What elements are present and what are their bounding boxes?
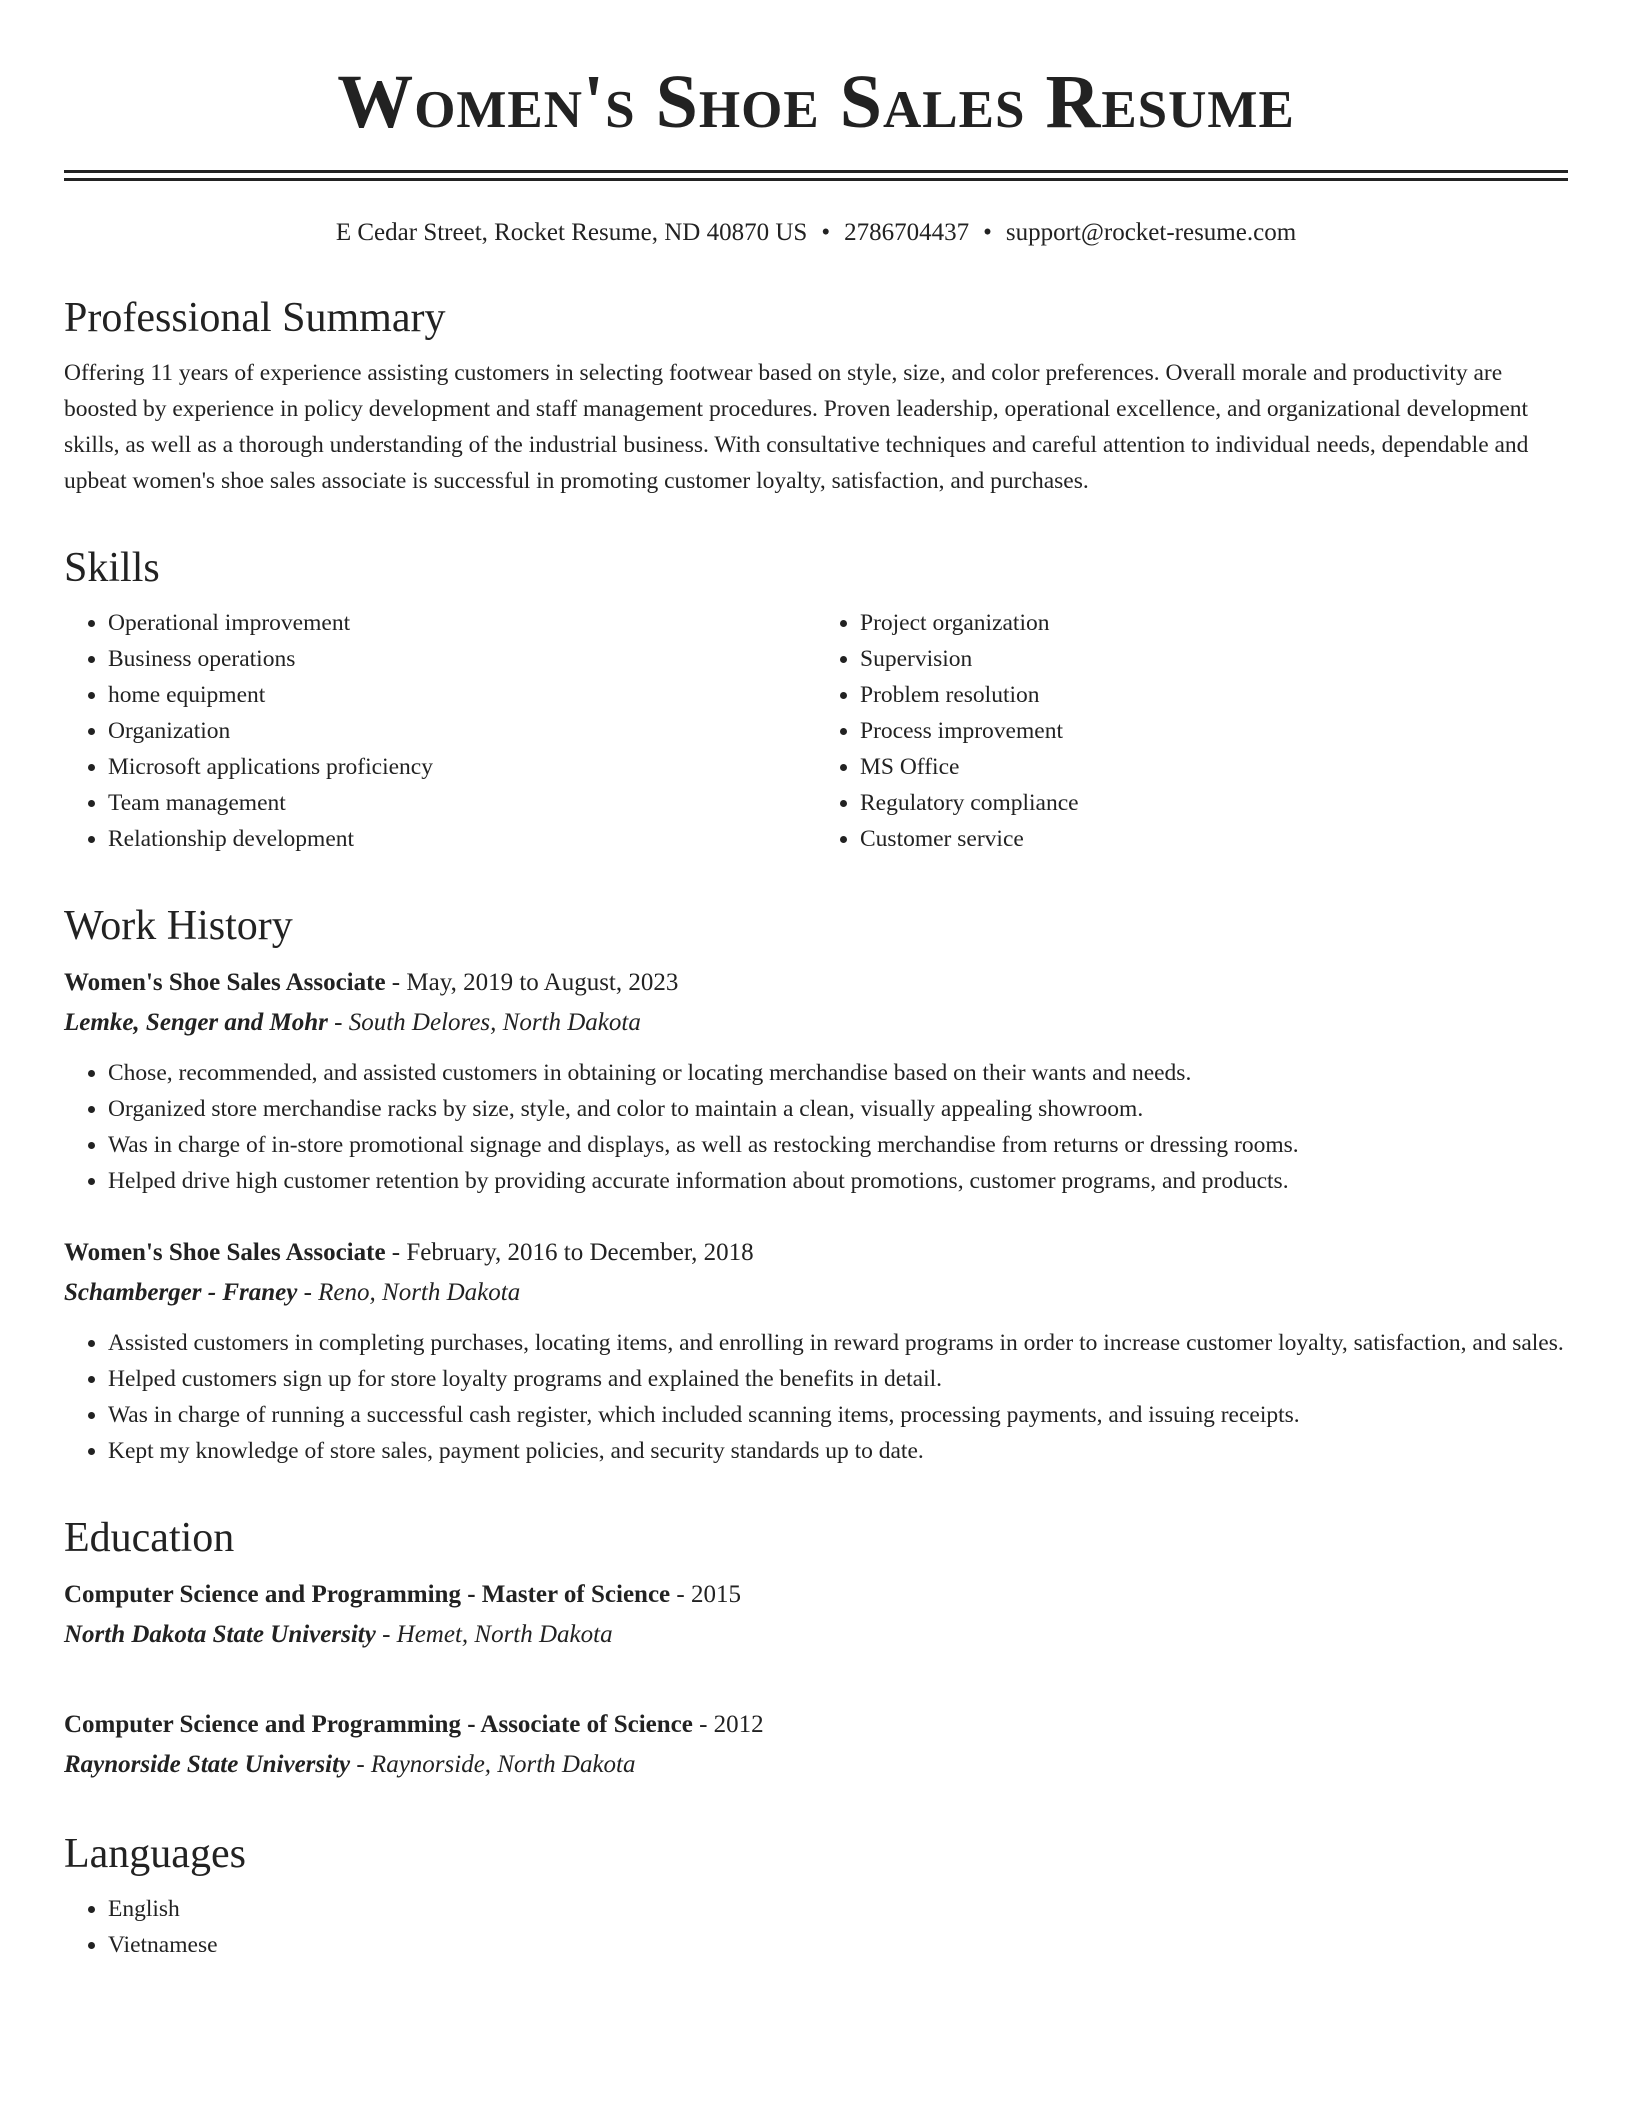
contact-separator: • [821,219,831,246]
job-company: Schamberger - Franey [64,1279,298,1306]
school-location: - Raynorside, North Dakota [350,1751,636,1778]
title-double-rule [64,170,1568,181]
language-item: • Vietnamese [108,1927,1568,1963]
contact-separator: • [983,219,992,246]
job-bullet: • Helped drive high customer retention by providing accurate information about promotions, customer programs, and products. [108,1163,1568,1199]
job-bullets [64,1325,1568,1469]
entry-spacer [64,1667,1568,1697]
degree-name: Computer Science and Programming - Associate of Science [64,1711,693,1738]
skill-item: • home equipment [108,677,816,713]
degree-name: Computer Science and Programming - Master of Science [64,1581,671,1608]
skill-item: • Customer service [860,821,1568,857]
resume-title: Women's Shoe Sales Resume [337,60,1295,144]
school-location: - Hemet, North Dakota [375,1621,613,1648]
work-entry [64,963,1568,1199]
job-bullet: • Kept my knowledge of store sales, payment policies, and security standards up to date. [108,1433,1568,1469]
school-line [64,1745,1568,1785]
contact-line [64,217,1568,249]
contact-phone: 2786704437 [844,219,970,246]
job-bullet: • Chose, recommended, and assisted customers in obtaining or locating merchandise based on their wants and needs. [108,1055,1568,1091]
job-bullet: • Was in charge of in-store promotional signage and displays, as well as restocking merchandise from returns or dressing rooms. [108,1127,1568,1163]
skill-item: • Problem resolution [860,677,1568,713]
work-entry [64,1233,1568,1469]
job-bullet: • Helped customers sign up for store loyalty programs and explained the benefits in detail. [108,1361,1568,1397]
degree-year: - 2015 [670,1581,741,1608]
skill-item: • Regulatory compliance [860,785,1568,821]
job-title-line [64,963,1568,1003]
skills-list-right [816,605,1568,857]
school-name: Raynorside State University [64,1751,351,1778]
education-entry [64,1705,1568,1785]
job-location: - Reno, North Dakota [297,1279,521,1306]
skill-item: • Microsoft applications proficiency [108,749,816,785]
school-line [64,1615,1568,1655]
skill-item: • Organization [108,713,816,749]
skills-list-left [64,605,816,857]
skill-item: • Team management [108,785,816,821]
languages-list [64,1891,1568,1963]
summary-text: Offering 11 years of experience assisting customers in selecting footwear based on style, size, and color preferences. Overall morale and productivity are boosted by experience in policy development and staff management procedures. Proven leadership, operational excellence, and organizational development skills, as well as a thorough understanding of the industrial business. With consultative techniques and careful attention to individual needs, dependable and upbeat women's shoe sales associate is successful in promoting customer loyalty, satisfaction, and purchases. [64,360,1529,494]
job-location: - South Delores, North Dakota [327,1009,641,1036]
language-item: • English [108,1891,1568,1927]
skill-item: • Relationship development [108,821,816,857]
education-entry [64,1575,1568,1655]
job-company: Lemke, Senger and Mohr [64,1009,328,1036]
degree-year: - 2012 [692,1711,764,1738]
education-heading: Education [64,1515,235,1561]
skill-item: • Business operations [108,641,816,677]
job-dates: - May, 2019 to August, 2023 [385,969,679,996]
job-company-line [64,1273,1568,1313]
school-name: North Dakota State University [64,1621,376,1648]
degree-line [64,1705,1568,1745]
job-company-line [64,1003,1568,1043]
degree-line [64,1575,1568,1615]
skill-item: • Project organization [860,605,1568,641]
skill-item: • Operational improvement [108,605,816,641]
work-history-heading: Work History [64,903,293,949]
contact-email: support@rocket-resume.com [1005,219,1297,246]
job-bullet: • Was in charge of running a successful cash register, which included scanning items, processing payments, and issuing receipts. [108,1397,1568,1433]
job-role: Women's Shoe Sales Associate [64,969,386,996]
skill-item: • Supervision [860,641,1568,677]
summary-heading: Professional Summary [64,295,446,341]
job-bullet: • Organized store merchandise racks by size, style, and color to maintain a clean, visually appealing showroom. [108,1091,1568,1127]
skills-heading: Skills [64,545,160,591]
skill-item: • Process improvement [860,713,1568,749]
skills-columns [64,605,1568,857]
job-bullets [64,1055,1568,1199]
job-title-line [64,1233,1568,1273]
entry-spacer [64,1199,1568,1225]
job-dates: - February, 2016 to December, 2018 [385,1239,754,1266]
contact-address: E Cedar Street, Rocket Resume, ND 40870 US [335,219,808,246]
skill-item: • MS Office [860,749,1568,785]
job-role: Women's Shoe Sales Associate [64,1239,386,1266]
languages-heading: Languages [64,1831,246,1877]
job-bullet: • Assisted customers in completing purchases, locating items, and enrolling in reward programs in order to increase customer loyalty, satisfaction, and sales. [108,1325,1568,1361]
